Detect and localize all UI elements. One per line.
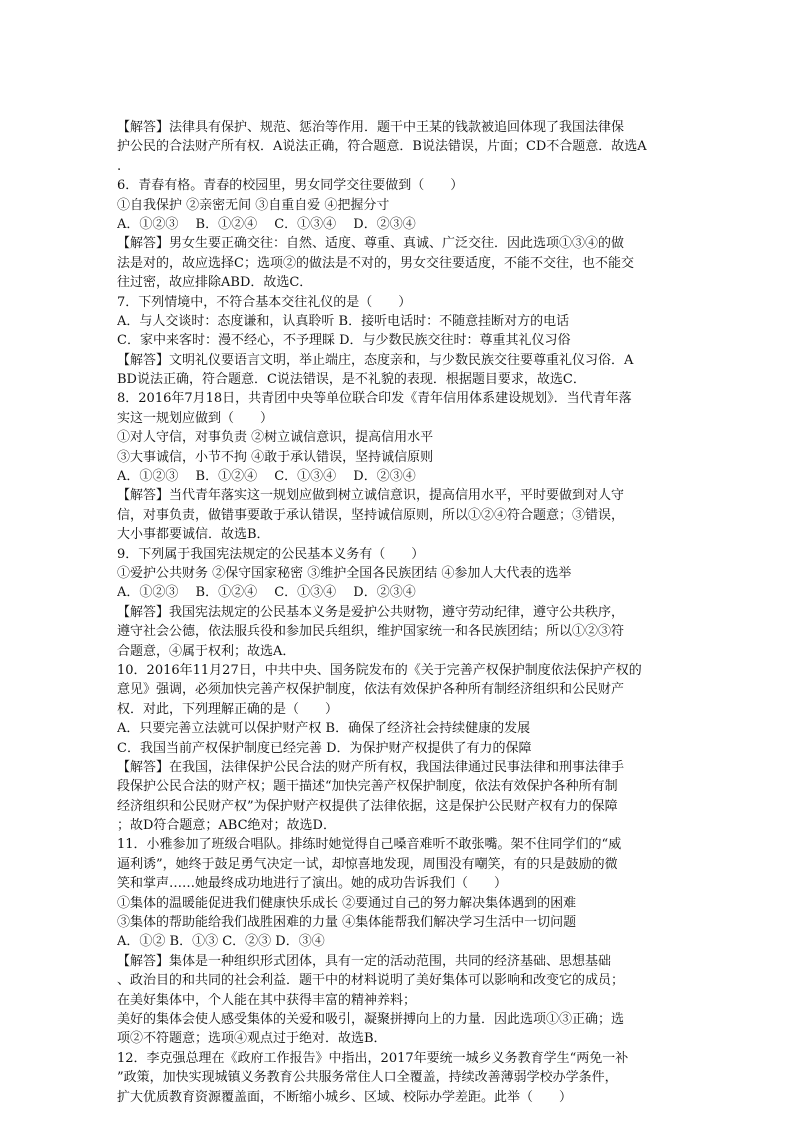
options-line: A．①② B．①③ C．②③ D．③④ <box>117 934 325 950</box>
question-line: 7．下列情境中，不符合基本交往礼仪的是（ ） <box>117 294 412 310</box>
text-line: 在美好集体中，个人能在其中获得丰富的精神养料； <box>117 992 417 1008</box>
text-line: 段保护公民合法的财产权；题干描述“加快完善产权保护制度，依法有效保护各种所有制 <box>117 779 618 795</box>
text-line: 扩大优质教育资源覆盖面，不断缩小城乡、区域、校际办学差距。此举（ ） <box>117 1089 573 1105</box>
text-line: . <box>117 158 122 174</box>
document-page <box>117 118 687 1107</box>
text-line: 【解答】当代青年落实这一规划应做到树立诚信意识，提高信用水平，平时要做到对人守 <box>117 488 625 504</box>
options-line: A．①②③ B．①②④ C．①③④ D．②③④ <box>117 216 416 232</box>
text-line: 信，对事负责，做错事要敢于承认错误，坚持诚信原则，所以①②④符合题意；③错误， <box>117 507 625 523</box>
text-line: 大小事都要诚信．故选B． <box>117 527 270 543</box>
text-line: 实这一规划应做到（ ） <box>117 410 274 426</box>
question-line: 10．2016年11月27日，中共中央、国务院发布的《关于完善产权保护制度依法保护产权的 <box>117 662 642 678</box>
text-line: ①对人守信，对事负责 ②树立诚信意识，提高信用水平 <box>117 430 434 446</box>
text-line: 【解答】我国宪法规定的公民基本义务是爱护公共财物，遵守劳动纪律，遵守公共秩序， <box>117 604 625 620</box>
options-line: A．①②③ B．①②④ C．①③④ D．②③④ <box>117 585 416 601</box>
question-line: 6．青春有格。青春的校园里，男女同学交往要做到（ ） <box>117 178 464 194</box>
text-line: 【解答】法律具有保护、规范、惩治等作用．题干中王某的钱款被追回体现了我国法律保 <box>117 120 625 135</box>
question-line: 9．下列属于我国宪法规定的公民基本义务有（ ） <box>117 546 425 562</box>
text-line: 、政治目的和共同的社会利益．题干中的材料说明了美好集体可以影响和改变它的成员； <box>117 973 625 989</box>
text-line: BD说法正确，符合题意．C说法错误，是不礼貌的表现．根据题目要求，故选C． <box>117 372 586 388</box>
text-line: 经济组织和公民财产权”为保护财产权提供了法律依据，这是保护公民财产权有力的保障 <box>117 798 618 814</box>
options-line: C．我国当前产权保护制度已经完善 D．为保护财产权提供了有力的保障 <box>117 740 532 756</box>
options-line: A．与人交谈时：态度谦和，认真聆听 B．接听电话时：不随意挂断对方的电话 <box>117 313 570 329</box>
text-line: ③集体的帮助能给我们战胜困难的力量 ④集体能帮我们解决学习生活中一切问题 <box>117 915 577 931</box>
text-line: 【解答】男女生要正确交往：自然、适度、尊重、真诚、广泛交往．因此选项①③④的做 <box>117 236 625 252</box>
question-line: 12．李克强总理在《政府工作报告》中指出，2017年要统一城乡义务教育学生“两免一补 <box>117 1050 629 1066</box>
text-line: ”政策，加快实现城镇义务教育公共服务常住人口全覆盖，持续改善薄弱学校办学条件， <box>117 1070 618 1086</box>
text-line: ；故D符合题意；ABC绝对；故选D． <box>117 818 336 834</box>
text-line: 笑和掌声……她最终成功地进行了演出。她的成功告诉我们（ ） <box>117 876 508 892</box>
question-line: 11．小雅参加了班级合唱队。排练时她觉得自己嗓音难听不敢张嘴。架不住同学们的“威 <box>117 837 622 853</box>
text-line: ①爱护公共财务 ②保守国家秘密 ③维护全国各民族团结 ④参加人大代表的选举 <box>117 565 572 581</box>
text-line: 逼利诱”，她终于鼓足勇气决定一试，却惊喜地发现，周围没有嘲笑，有的只是鼓励的微 <box>117 856 618 872</box>
text-line: 法是对的，故应选择C；选项②的做法是不对的，男女交往要适度，不能不交往，也不能交 <box>117 255 634 271</box>
text-line: 权．对此，下列理解正确的是（ ） <box>117 701 339 717</box>
question-line: 8．2016年7月18日，共青团中央等单位联合印发《青年信用体系建设规划》．当代青年落 <box>117 391 632 407</box>
text-line: 【解答】在我国，法律保护公民合法的财产所有权，我国法律通过民事法律和刑事法律手 <box>117 759 625 775</box>
text-line: ①自我保护 ②亲密无间 ③自重自爱 ④把握分寸 <box>117 197 390 213</box>
text-line: ③大事诚信，小节不拘 ④敢于承认错误，坚持诚信原则 <box>117 449 434 465</box>
text-line: 往过密，故应排除ABD．故选C． <box>117 275 313 291</box>
options-line: A．①②③ B．①②④ C．①③④ D．②③④ <box>117 469 416 485</box>
text-line: 遵守社会公德，依法服兵役和参加民兵组织，维护国家统一和各民族团结；所以①②③符 <box>117 624 625 640</box>
text-line: 【解答】集体是一种组织形式团体，具有一定的活动范围，共同的经济基础、思想基础 <box>117 953 612 969</box>
text-line: ①集体的温暖能促进我们健康快乐成长 ②要通过自己的努力解决集体遇到的困难 <box>117 895 577 911</box>
text-line: 美好的集体会使人感受集体的关爱和吸引，凝聚拼搏向上的力量．因此选项①③正确；选 <box>117 1011 625 1027</box>
text-line: 项②不符题意；选项④观点过于绝对．故选B． <box>117 1031 387 1047</box>
text-line: 【解答】文明礼仪要语言文明，举止端庄，态度亲和，与少数民族交往要尊重礼仪习俗．A <box>117 352 634 368</box>
text-line: 护公民的合法财产所有权．A说法正确，符合题意．B说法错误，片面；CD不合题意．故选A <box>117 139 647 155</box>
options-line: A．只要完善立法就可以保护财产权 B．确保了经济社会持续健康的发展 <box>117 721 531 737</box>
text-line: 意见》强调，必须加快完善产权保护制度，依法有效保护各种所有制经济组织和公民财产 <box>117 682 625 698</box>
text-line: 合题意，④属于权利；故选A． <box>117 643 296 659</box>
options-line: C．家中来客时：漫不经心，不予理睬 D．与少数民族交往时：尊重其礼仪习俗 <box>117 333 571 349</box>
